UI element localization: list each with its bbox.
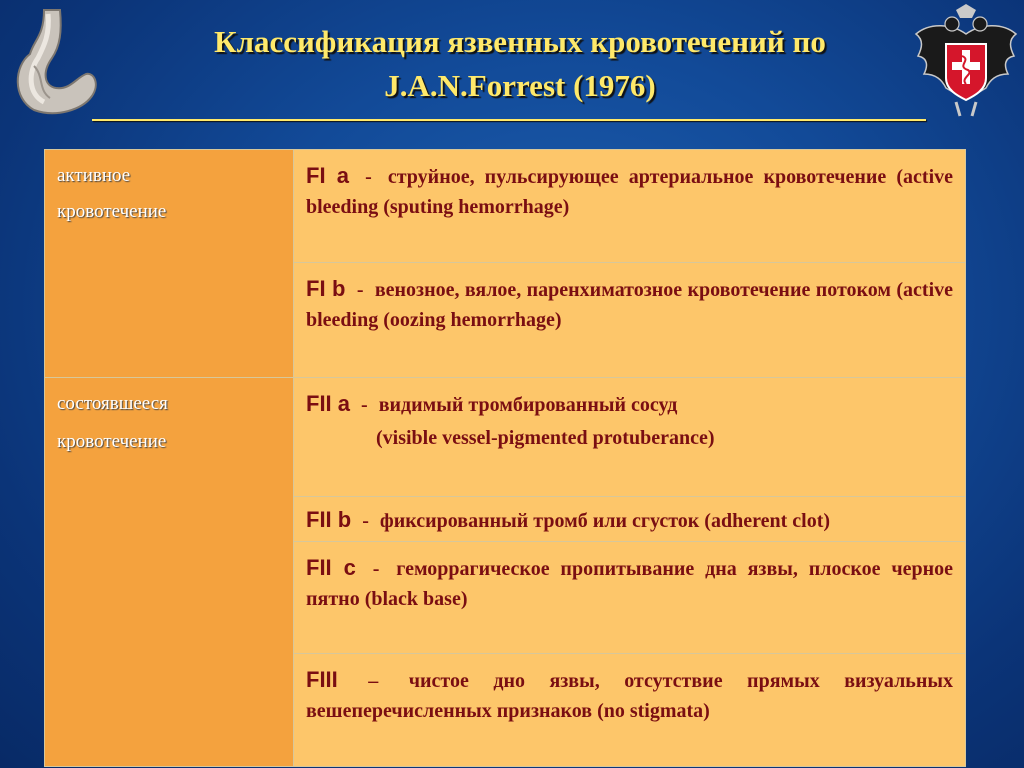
category-label: активное [57,165,131,186]
title-line-1: Классификация язвенных кровотечений по [214,24,826,59]
item-dash: - [361,394,368,416]
item-text: венозное, вялое, паренхиматозное кровотечение потоком (active bleeding (oozing hemorrhage) [306,279,954,331]
item-dash: - [356,279,364,301]
item-code: FI b [306,276,346,301]
item-text: фиксированный тромб или сгусток (adherent clot) [379,510,831,532]
item-fib [294,263,966,378]
item-dash: – [368,670,379,692]
item-fiia [294,378,966,497]
item-dash: - [362,510,369,532]
item-code: FII a [306,391,351,416]
item-fiic [294,542,966,654]
item-code: FII c [306,555,356,580]
item-dash: - [365,166,372,188]
item-fiib [294,497,966,542]
item-code: FIII [306,667,338,692]
category-label: кровотечение [57,431,167,452]
title-underline [92,119,926,121]
title-line-2: J.A.N.Forrest (1976) [384,68,656,103]
category-label: кровотечение [57,201,167,222]
category-active-bleeding [45,150,294,378]
item-fiii [294,654,966,767]
item-fia [294,150,966,263]
stomach-icon [4,6,100,118]
page-title [110,20,930,108]
russian-eagle-emblem-icon [912,4,1020,118]
item-text: геморрагическое пропитывание дна язвы, плоское черное пятно (black base) [306,558,954,610]
item-text: струйное, пульсирующее артериальное кровотечение (active bleeding (sputing hemorrhage) [306,166,954,218]
item-code: FI a [306,163,349,188]
item-text: чистое дно язвы, отсутствие прямых визуальных вешеперечисленных признаков (no stigmata) [306,670,954,722]
table-row [45,378,966,497]
item-text: видимый тромбированный сосуд [378,394,678,416]
category-completed-bleeding [45,378,294,767]
table-row [45,150,966,263]
item-dash: - [372,558,380,580]
category-label: состоявшееся [57,393,168,414]
forrest-classification-table [44,149,966,767]
item-code: FII b [306,507,352,532]
item-text-english: (visible vessel-pigmented protuberance) [376,427,715,449]
